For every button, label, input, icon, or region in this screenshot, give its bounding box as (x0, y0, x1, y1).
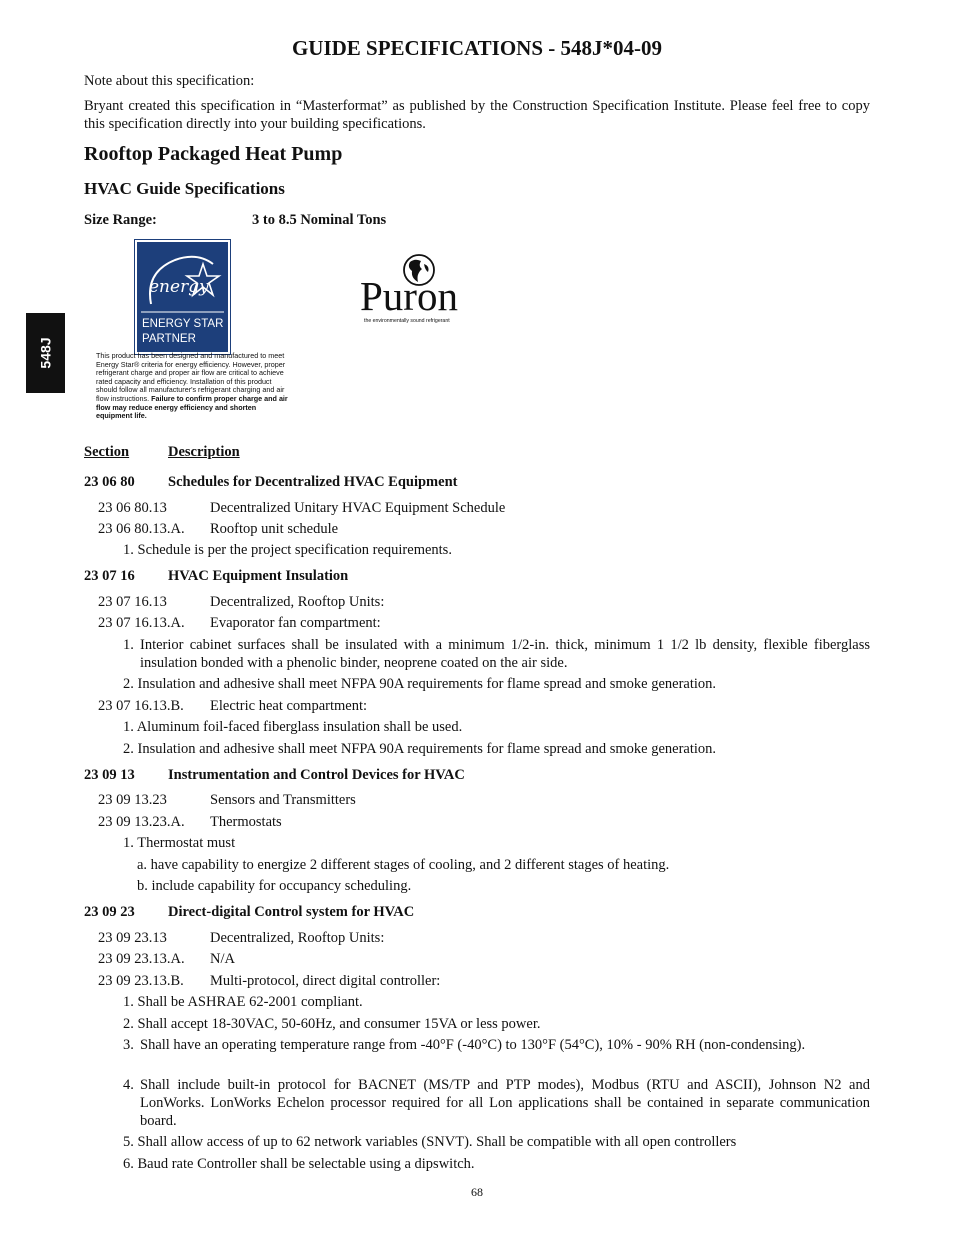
list-item-number: 1. (123, 637, 134, 653)
note-label: Note about this specification: (84, 73, 255, 89)
list-item: 1. Schedule is per the project specification requirements. (123, 542, 452, 558)
list-item: 1. Shall be ASHRAE 62-2001 compliant. (123, 994, 363, 1010)
size-range-value: 3 to 8.5 Nominal Tons (252, 212, 387, 228)
subsection-number: 23 09 23.13 (98, 930, 167, 946)
subsection-number: 23 06 80.13 (98, 500, 167, 516)
subsection-number: 23 09 13.23.A. (98, 814, 185, 830)
subsection-title: Sensors and Transmitters (210, 792, 356, 808)
energy-star-logo (135, 240, 230, 354)
note-text: Bryant created this specification in “Masterformat” as published by the Construction Specification Institute. Please feel free to copy this specification directly into your building specifications. (84, 98, 870, 132)
section-number: 23 09 13 (84, 767, 135, 783)
list-item-number: 4. (123, 1077, 134, 1093)
list-item: Shall include built-in protocol for BACNET (MS/TP and PTP modes), Modbus (RTU and ASCII), Johnson N2 and LonWorks. LonWorks Echelon processor required for all Lon applications shall be contained in separate communication board. (140, 1077, 870, 1129)
energy-star-note-plain: This product has been designed and manufactured to meet Energy Star® criteria for energy efficiency. However, proper refrigerant charge and proper air flow are critical to achieve rated capacity and efficiency. Installation of this product should follow all manufacturer's refrigerant charging and air flow instructions. (96, 351, 286, 403)
col-section: Section (84, 444, 130, 460)
list-item: 5. Shall allow access of up to 62 network variables (SNVT). Shall be compatible with all open controllers (123, 1134, 737, 1150)
subsection-number: 23 07 16.13.B. (98, 698, 184, 714)
section-title: Direct-digital Control system for HVAC (168, 904, 415, 920)
energy-star-note (96, 352, 291, 421)
subsection-title: Multi-protocol, direct digital controller: (210, 973, 441, 989)
section-number: 23 07 16 (84, 568, 135, 584)
list-item: 2. Insulation and adhesive shall meet NFPA 90A requirements for flame spread and smoke generation. (123, 741, 717, 757)
subsection-title: Thermostats (210, 814, 282, 830)
energy-star-note-bold: Failure to confirm proper charge and air flow may reduce energy efficiency and shorten equipment life. (96, 393, 288, 421)
page-number: 68 (471, 1185, 483, 1199)
subsection-title: Decentralized, Rooftop Units: (210, 930, 385, 946)
subsection-number: 23 09 23.13.A. (98, 951, 185, 967)
page-title: GUIDE SPECIFICATIONS - 548J*04-09 (291, 36, 663, 60)
list-item: Shall have an operating temperature range from -40°F (-40°C) to 130°F (54°C), 10% - 90% RH (non-condensing). (140, 1037, 806, 1053)
section-title: Instrumentation and Control Devices for HVAC (168, 767, 465, 783)
energy-star-icon (137, 242, 228, 352)
puron-wordmark: Puron (360, 273, 458, 319)
subsection-number: 23 06 80.13.A. (98, 521, 185, 537)
side-tab (26, 313, 65, 393)
heading-main: Rooftop Packaged Heat Pump (84, 143, 343, 165)
list-item: 1. Thermostat must (123, 835, 236, 851)
subsection-title: Decentralized Unitary HVAC Equipment Schedule (210, 500, 506, 516)
section-number: 23 09 23 (84, 904, 135, 920)
list-sub-item: a. have capability to energize 2 different stages of cooling, and 2 different stages of heating. (137, 857, 670, 873)
list-item: 2. Shall accept 18-30VAC, 50-60Hz, and consumer 15VA or less power. (123, 1016, 541, 1032)
puron-logo (358, 252, 480, 326)
side-tab-label: 548J (37, 337, 54, 369)
subsection-title: Rooftop unit schedule (210, 521, 339, 537)
subsection-number: 23 09 13.23 (98, 792, 167, 808)
subsection-title: N/A (210, 951, 235, 967)
list-item-number: 3. (123, 1037, 134, 1053)
size-range-label: Size Range: (84, 212, 157, 228)
subsection-number: 23 07 16.13.A. (98, 615, 185, 631)
section-title: Schedules for Decentralized HVAC Equipment (168, 474, 458, 490)
energy-star-line1: ENERGY STAR (142, 318, 224, 330)
energy-star-line2: PARTNER (142, 333, 196, 345)
globe-icon (358, 252, 480, 326)
section-title: HVAC Equipment Insulation (168, 568, 349, 584)
subsection-title: Electric heat compartment: (210, 698, 368, 714)
list-sub-item: b. include capability for occupancy scheduling. (137, 878, 412, 894)
subsection-number: 23 07 16.13 (98, 594, 167, 610)
col-description: Description (168, 444, 240, 460)
list-item: 1. Aluminum foil-faced fiberglass insulation shall be used. (123, 719, 463, 735)
subsection-title: Evaporator fan compartment: (210, 615, 381, 631)
subsection-title: Decentralized, Rooftop Units: (210, 594, 385, 610)
list-item: 6. Baud rate Controller shall be selectable using a dipswitch. (123, 1156, 475, 1172)
energy-script: energy (149, 277, 209, 297)
subsection-number: 23 09 23.13.B. (98, 973, 184, 989)
heading-sub: HVAC Guide Specifications (84, 179, 285, 198)
puron-tagline: the environmentally sound refrigerant (364, 318, 450, 324)
list-item: Interior cabinet surfaces shall be insulated with a minimum 1/2-in. thick, minimum 1 1/2 lb density, flexible fiberglass insulation bonded with a phenolic binder, neoprene coated on the air side. (140, 637, 870, 671)
list-item: 2. Insulation and adhesive shall meet NFPA 90A requirements for flame spread and smoke generation. (123, 676, 717, 692)
section-number: 23 06 80 (84, 474, 135, 490)
